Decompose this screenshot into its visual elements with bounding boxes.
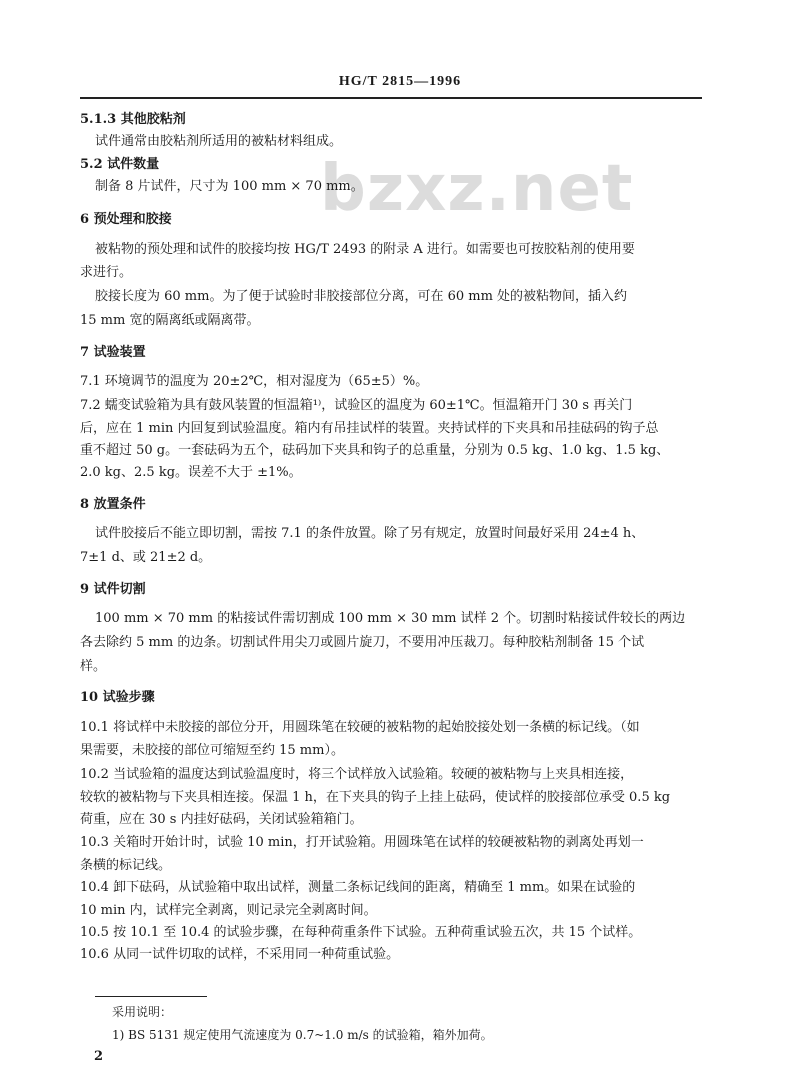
text-line: 10.1 将试样中未胶接的部位分开，用圆珠笔在较硬的被粘物的起始胶接处划一条横的标记线。（如 [80,720,640,735]
text-line: 各去除约 5 mm 的边条。切割试件用尖刀或圆片旋刀，不要用冲压裁刀。每种胶粘剂制备 15 个试 [80,635,645,650]
page-header: HG/T 2815—1996 [338,74,462,89]
section-heading: 8 放置条件 [80,497,146,512]
text-line: 重不超过 50 g。一套砝码为五个，砝码加下夹具和钩子的总重量，分别为 0.5 kg、1.0 kg、1.5 kg、 [80,443,670,458]
text-line: 被粘物的预处理和试件的胶接均按 HG/T 2493 的附录 A 进行。如需要也可按胶粘剂的使用要 [95,242,635,257]
section-heading: 6 预处理和胶接 [80,212,172,227]
text-line: 15 mm 宽的隔离纸或隔离带。 [80,313,260,328]
section-heading: 7 试验装置 [80,345,146,360]
section-heading: 10 试验步骤 [80,690,155,705]
footnote-rule [95,996,207,997]
text-line: 制备 8 片试件，尺寸为 100 mm × 70 mm。 [95,179,364,194]
text-line: 2.0 kg、2.5 kg。误差不大于 ±1%。 [80,465,302,480]
footnote-label: 采用说明： [112,1005,173,1019]
text-line: 试件胶接后不能立即切割，需按 7.1 的条件放置。除了另有规定，放置时间最好采用 24±4 h、 [95,526,645,541]
text-line: 7.2 蠕变试验箱为具有鼓风装置的恒温箱¹⁾，试验区的温度为 60±1℃。恒温箱开门 30 s 再关门 [80,398,633,413]
text-line: 求进行。 [80,265,133,280]
text-line: 7.1 环境调节的温度为 20±2℃，相对湿度为（65±5）%。 [80,374,429,389]
page-number: 2 [94,1049,104,1064]
text-line: 较软的被粘物与下夹具相连接。保温 1 h，在下夹具的钩子上挂上砝码，使试样的胶接部位承受 0.5 kg [80,790,671,805]
text-line: 荷重，应在 30 s 内挂好砝码，关闭试验箱箱门。 [80,812,363,827]
text-line: 10.4 卸下砝码，从试验箱中取出试样，测量二条标记线间的距离，精确至 1 mm。如果在试验的 [80,880,636,895]
header-rule [80,97,702,99]
text-line: 100 mm × 70 mm 的粘接试件需切割成 100 mm × 30 mm 试样 2 个。切割时粘接试件较长的两边 [95,611,686,626]
text-line: 10.3 关箱时开始计时，试验 10 min，打开试验箱。用圆珠笔在试样的较硬被粘物的剥离处再划一 [80,835,644,850]
text-line: 10 min 内，试样完全剥离，则记录完全剥离时间。 [80,903,377,918]
section-heading: 5.2 试件数量 [80,157,160,172]
footnote-text: 1) BS 5131 规定使用气流速度为 0.7~1.0 m/s 的试验箱，箱外加荷。 [112,1028,493,1042]
text-line: 10.2 当试验箱的温度达到试验温度时，将三个试样放入试验箱。较硬的被粘物与上夹具相连接， [80,767,634,782]
text-line: 条横的标记线。 [80,858,172,873]
text-line: 10.6 从同一试件切取的试样，不采用同一种荷重试验。 [80,947,400,962]
watermark: bzxz.net [320,152,634,226]
text-line: 胶接长度为 60 mm。为了便于试验时非胶接部位分离，可在 60 mm 处的被粘物间，插入约 [95,289,628,304]
text-line: 果需要，未胶接的部位可缩短至约 15 mm）。 [80,743,344,758]
text-line: 10.5 按 10.1 至 10.4 的试验步骤，在每种荷重条件下试验。五种荷重试验五次，共 15 个试样。 [80,925,642,940]
text-line: 后，应在 1 min 内回复到试验温度。箱内有吊挂试样的装置。夹持试样的下夹具和吊挂砝码的钩子总 [80,421,659,436]
section-heading: 9 试件切割 [80,582,146,597]
text-line: 试件通常由胶粘剂所适用的被粘材料组成。 [95,134,343,149]
text-line: 样。 [80,659,107,674]
text-line: 7±1 d、或 21±2 d。 [80,550,212,565]
section-heading: 5.1.3 其他胶粘剂 [80,112,186,127]
